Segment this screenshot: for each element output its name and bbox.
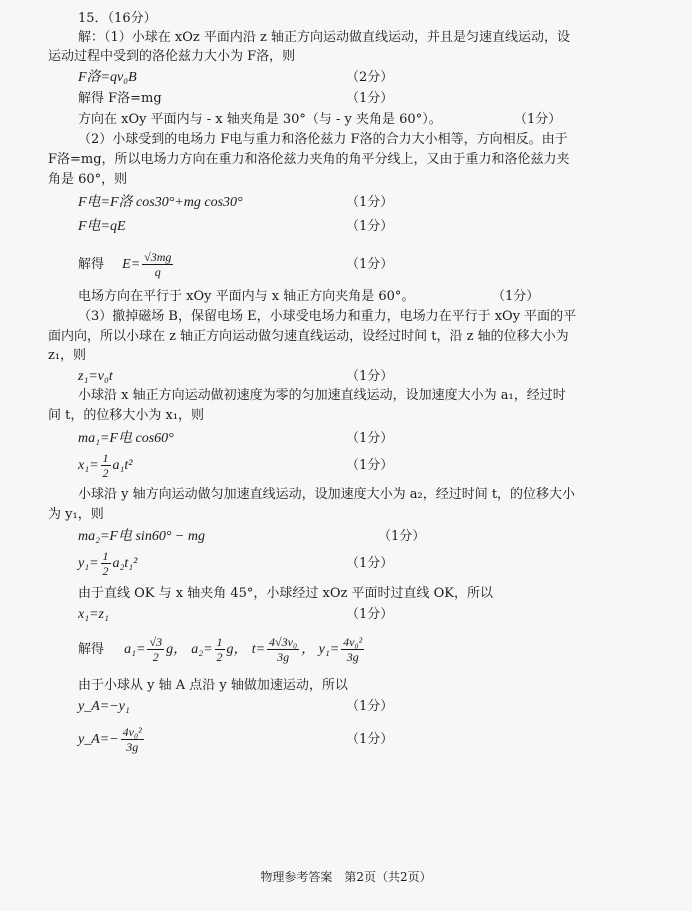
text-line-part2-a: （2）小球受到的电场力 F电与重力和洛伦兹力 F洛的合力大小相等，方向相反。由于: [78, 132, 568, 147]
text-line-2: 运动过程中受到的洛伦兹力大小为 F洛，则: [48, 49, 296, 64]
points-label: （1分）: [346, 732, 394, 747]
equation-yA-1: y_A=−y₁: [78, 699, 130, 714]
text-line-x-motion-b: 间 t，的位移大小为 x₁，则: [48, 408, 205, 423]
text-line-ok-line: 由于直线 OK 与 x 轴夹角 45°，小球经过 xOz 平面时过直线 OK，所以: [78, 586, 494, 601]
text-line-part2-b: F洛=mg，所以电场力方向在重力和洛伦兹力夹角的角平分线上，又由于重力和洛伦兹力夹: [48, 152, 570, 167]
points-label: （1分）: [492, 289, 540, 304]
text-line-direction: 方向在 xOy 平面内与 - x 轴夹角是 30°（与 - y 夹角是 60°）。: [78, 112, 442, 127]
text-line-part3-a: （3）撤掉磁场 B，保留电场 E，小球受电场力和重力，电场力在平行于 xOy 平面的平: [78, 309, 577, 324]
a2-denominator: 2: [216, 650, 223, 664]
text-line-field-direction: 电场方向在平行于 xOy 平面内与 x 轴正方向夹角是 60°。: [78, 289, 415, 304]
half-numerator: 1: [102, 549, 109, 564]
equation-x1: [78, 450, 133, 482]
points-label: （1分）: [346, 556, 394, 571]
a1-tail: g，: [166, 642, 188, 657]
text-line-y-motion-a: 小球沿 y 轴方向运动做匀加速直线运动，设加速度大小为 a₂，经过时间 t，的位移大小: [78, 487, 576, 502]
points-label: （1分）: [346, 369, 394, 384]
points-label: （1分）: [346, 431, 394, 446]
t-numerator: 4√3v₀: [269, 635, 298, 649]
a1-fraction: [147, 635, 164, 664]
points-label: （1分）: [378, 529, 426, 544]
half-denominator: 2: [102, 466, 109, 481]
yA-lhs: y_A=−: [78, 732, 119, 747]
text-line-part3-b: 面内向，所以小球在 z 轴正方向运动做匀速直线运动，设经过时间 t，沿 z 轴的位移大小为: [48, 329, 569, 344]
t-lhs: t=: [251, 642, 266, 657]
equation-yA-2: [78, 722, 146, 758]
equation-electric-force: F电=F洛 cos30°+mg cos30°: [78, 195, 243, 210]
x1-lhs: x₁=: [78, 458, 99, 473]
points-label: （1分）: [346, 195, 394, 210]
t-denominator: 3g: [277, 650, 290, 664]
a2-numerator: 1: [216, 635, 223, 649]
equation-x1-z1: x₁=z₁: [78, 607, 109, 622]
a1-lhs: a₁=: [124, 642, 146, 657]
solve-label: 解得: [78, 257, 105, 272]
half-denominator: 2: [102, 564, 109, 579]
y1r-numerator: 4v₀²: [343, 635, 363, 649]
solve-label: 解得: [78, 642, 105, 657]
text-line-y-motion-b: 为 y₁，则: [48, 507, 104, 522]
a1-numerator: √3: [149, 635, 163, 649]
yA-fraction: [121, 725, 144, 754]
a2-lhs: a₂=: [191, 642, 213, 657]
equation-lorentz: F洛=qv₀B: [78, 70, 137, 85]
equation-ma2: ma₂=F电 sin60° − mg: [78, 529, 205, 544]
x1-tail: a₁t²: [112, 458, 133, 473]
equation-z1: z₁=v₀t: [78, 369, 113, 384]
text-line-1: 解：（1）小球在 xOz 平面内沿 z 轴正方向运动做直线运动，并且是匀速直线运动，设: [78, 30, 570, 45]
y1-lhs: y₁=: [78, 556, 99, 571]
y1r-denominator: 3g: [346, 650, 359, 664]
yA-denominator: 3g: [126, 740, 139, 755]
half-fraction: [101, 451, 111, 480]
y1r-fraction: [341, 635, 364, 664]
points-label: （1分）: [346, 219, 394, 234]
E-numerator: √3mg: [144, 250, 172, 264]
E-fraction: [142, 250, 173, 279]
points-label: （1分）: [514, 112, 562, 127]
points-label: （2分）: [346, 70, 394, 85]
page-footer: 物理参考答案 第2页（共2页）: [260, 870, 432, 884]
points-label: （1分）: [346, 458, 394, 473]
problem-header: 15．（16分）: [78, 11, 157, 26]
t-fraction: [267, 635, 299, 664]
points-label: （1分）: [346, 257, 394, 272]
equation-final-solution: [78, 632, 366, 668]
a2-fraction: [215, 635, 225, 664]
E-denominator: q: [154, 265, 161, 279]
E-lhs: E=: [122, 257, 141, 272]
equation-qE: F电=qE: [78, 219, 126, 234]
equation-ma1: ma₁=F电 cos60°: [78, 431, 174, 446]
y1r-lhs: ， y₁=: [301, 642, 340, 657]
text-line-x-motion-a: 小球沿 x 轴正方向运动做初速度为零的匀加速直线运动，设加速度大小为 a₁，经过时: [78, 388, 566, 403]
equation-y1: [78, 548, 137, 580]
a2-tail: g，: [226, 642, 248, 657]
points-label: （1分）: [346, 607, 394, 622]
text-line-part2-c: 角是 60°，则: [48, 172, 128, 187]
text-line-part3-c: z₁，则: [48, 348, 87, 363]
half-numerator: 1: [102, 451, 109, 466]
points-label: （1分）: [346, 91, 394, 106]
y1-tail: a₂t₁²: [112, 556, 138, 571]
text-line-point-a: 由于小球从 y 轴 A 点沿 y 轴做加速运动，所以: [78, 678, 348, 693]
yA-numerator: 4v₀²: [122, 725, 142, 740]
equation-lorentz-result: 解得 F洛=mg: [78, 91, 162, 106]
points-label: （1分）: [346, 699, 394, 714]
a1-denominator: 2: [152, 650, 159, 664]
half-fraction: [101, 549, 111, 578]
equation-field-solution: [78, 248, 175, 282]
